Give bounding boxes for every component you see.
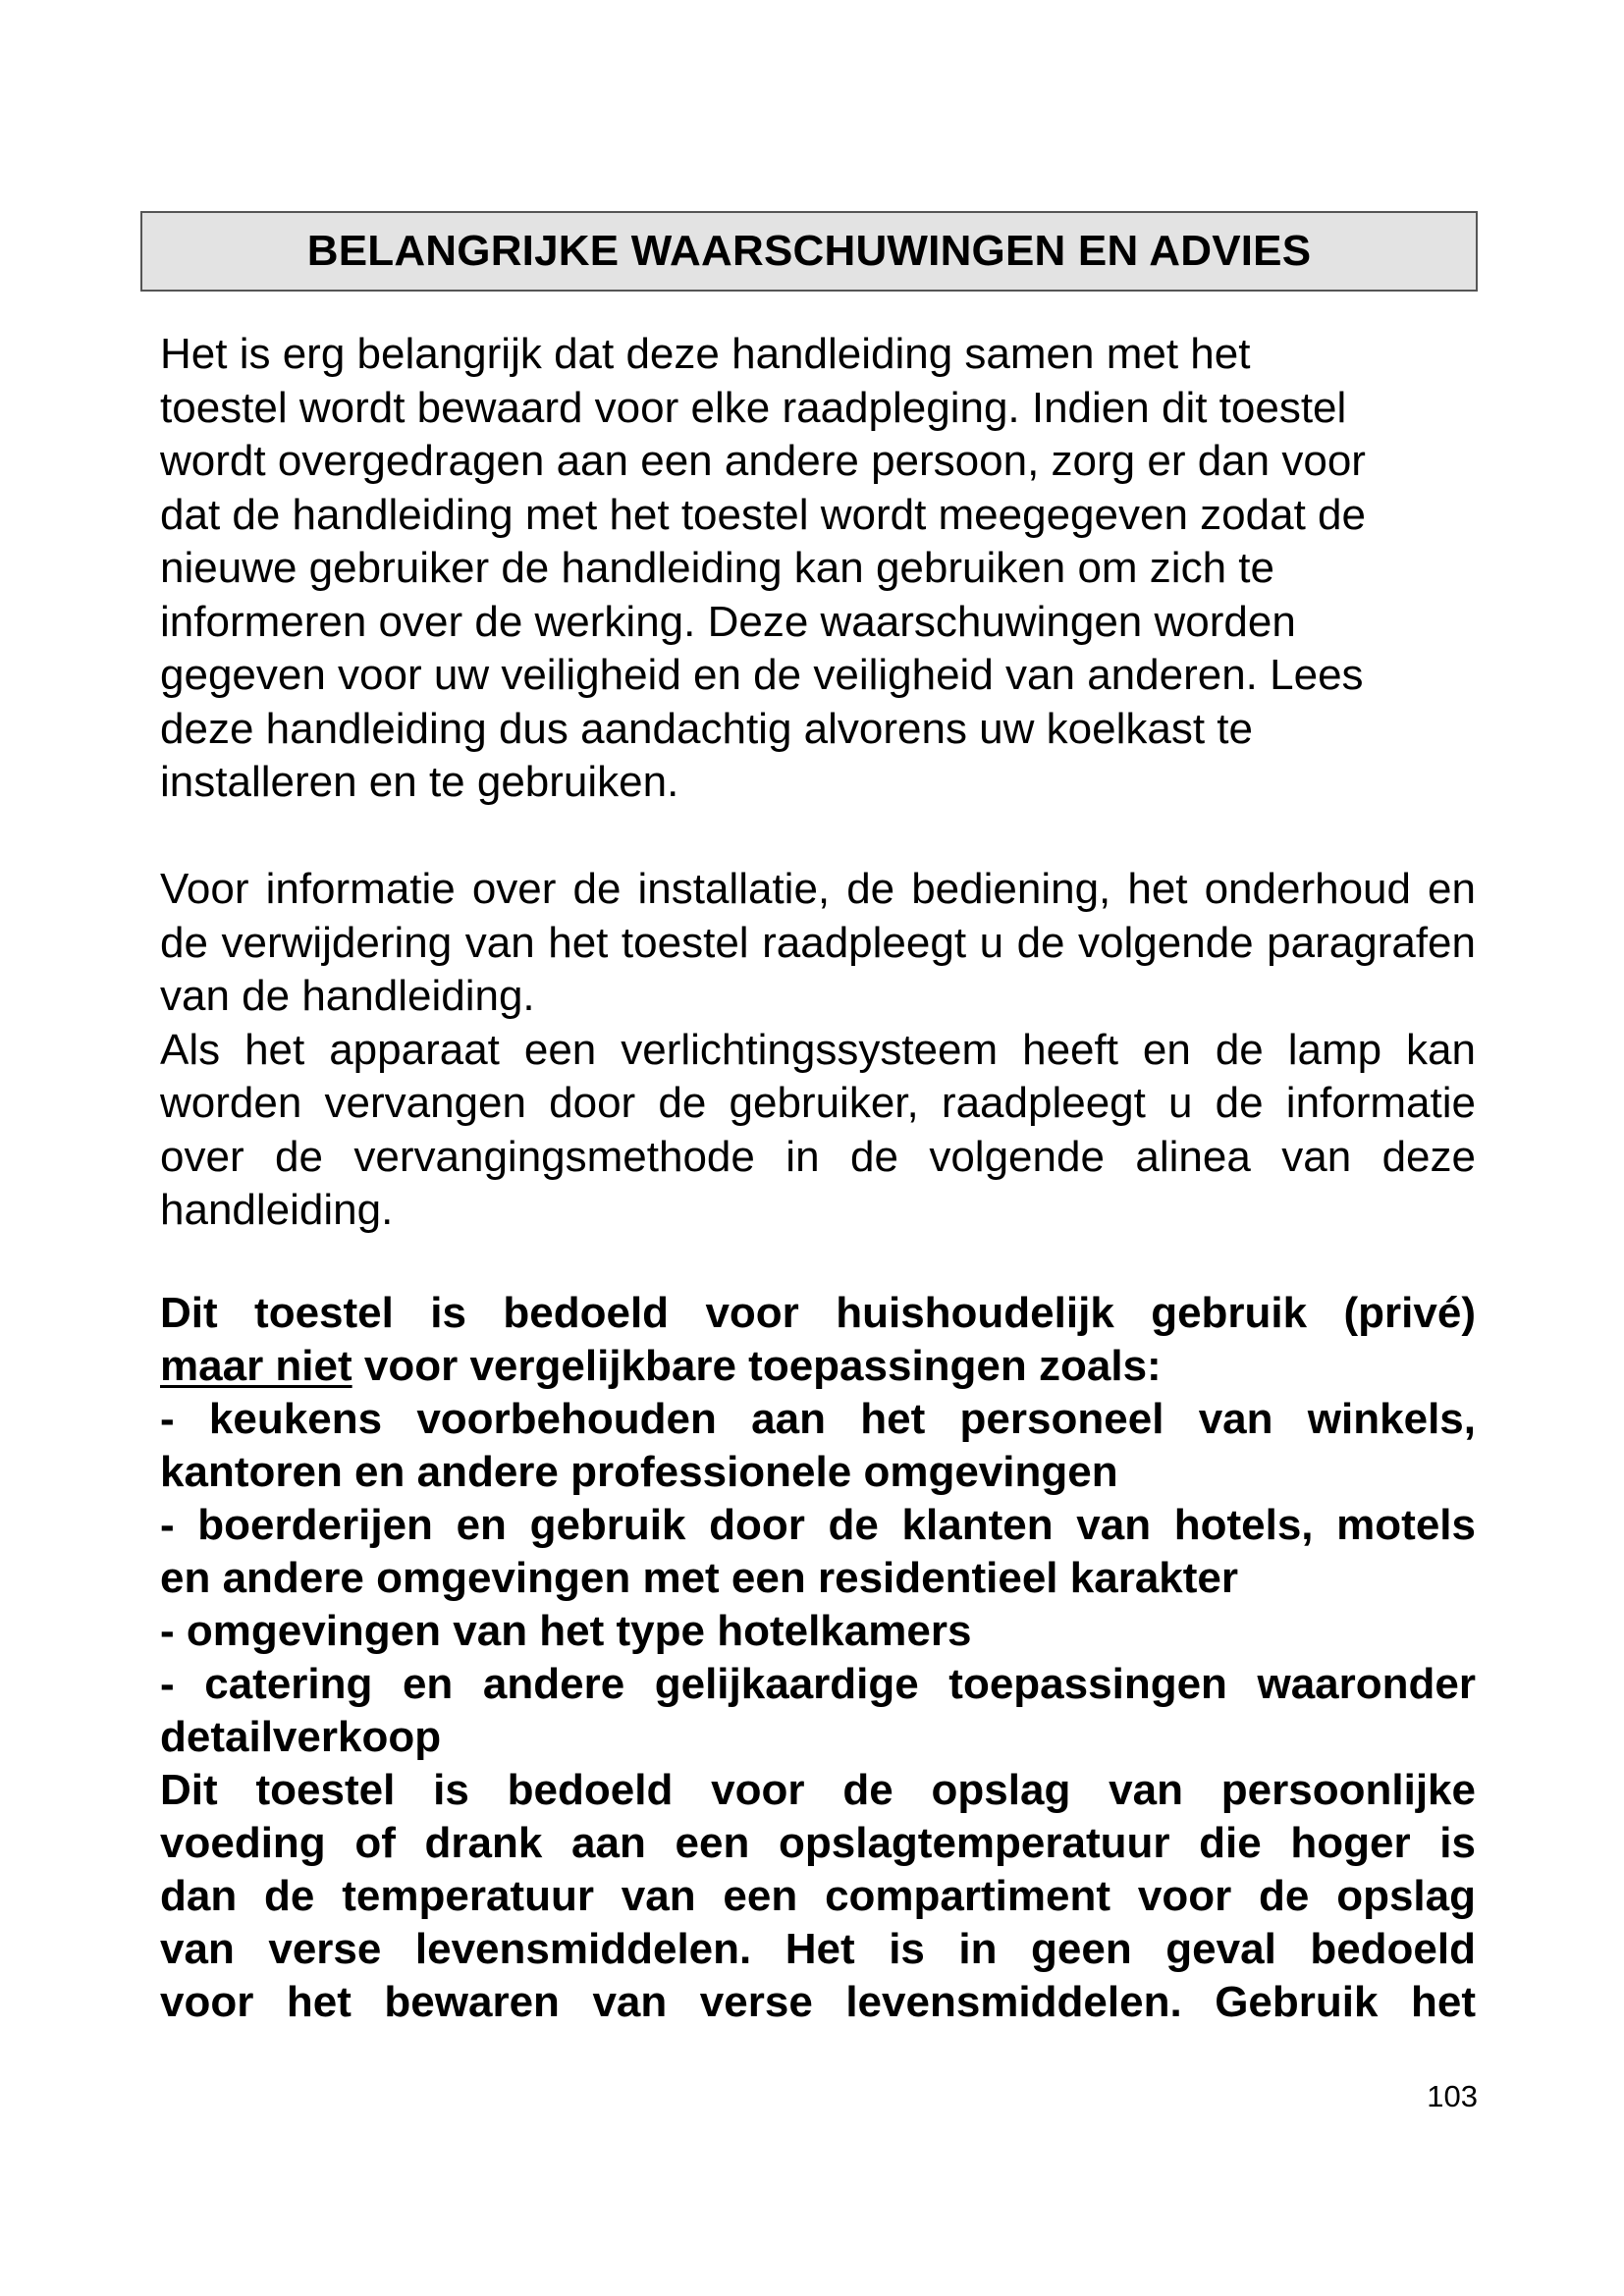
list-item-continuation: en andere omgevingen met een residentieel karakter bbox=[160, 1554, 1239, 1602]
storage-line: van verse levensmiddelen. Het is in geen geval bedoeld bbox=[160, 1925, 1476, 1973]
info-section bbox=[160, 863, 1476, 1238]
list-item: - keukens voorbehouden aan het personeel van winkels, bbox=[160, 1395, 1476, 1443]
page-title: BELANGRIJKE WAARSCHUWINGEN EN ADVIES bbox=[140, 211, 1478, 292]
intro-line: installeren en te gebruiken. bbox=[160, 758, 679, 806]
intro-line: Het is erg belangrijk dat deze handleiding samen met het bbox=[160, 330, 1251, 378]
underlined-text: maar niet bbox=[160, 1342, 352, 1390]
intro-line: nieuwe gebruiker de handleiding kan gebruiken om zich te bbox=[160, 544, 1274, 592]
intro-line: wordt overgedragen aan een andere persoon, zorg er dan voor bbox=[160, 437, 1366, 485]
list-item: - catering en andere gelijkaardige toepassingen waaronder bbox=[160, 1660, 1476, 1708]
intro-line: deze handleiding dus aandachtig alvorens uw koelkast te bbox=[160, 704, 1253, 753]
intro-line: informeren over de werking. Deze waarschuwingen worden bbox=[160, 597, 1296, 646]
list-item: - omgevingen van het type hotelkamers bbox=[160, 1607, 972, 1655]
storage-line: voeding of drank aan een opslagtemperatuur die hoger is bbox=[160, 1819, 1476, 1867]
info-paragraph-lighting: Als het apparaat een verlichtingssysteem heeft en de lamp kan worden vervangen door de gebruiker, raadpleegt u de informatie over de vervangingsmethode in de volgende alinea van deze handleiding. bbox=[160, 1025, 1476, 1234]
intro-line: gegeven voor uw veiligheid en de veiligheid van anderen. Lees bbox=[160, 651, 1364, 699]
usage-intro-line: Dit toestel is bedoeld voor huishoudelijk gebruik (privé) bbox=[160, 1289, 1476, 1337]
intro-paragraph bbox=[160, 328, 1476, 810]
storage-line: dan de temperatuur van een compartiment voor de opslag bbox=[160, 1872, 1476, 1920]
intro-line: dat de handleiding met het toestel wordt meegegeven zodat de bbox=[160, 490, 1366, 539]
storage-line: voor het bewaren van verse levensmiddelen. Gebruik het bbox=[160, 1978, 1476, 2026]
list-item-continuation: detailverkoop bbox=[160, 1713, 442, 1761]
list-item-continuation: kantoren en andere professionele omgevingen bbox=[160, 1448, 1118, 1496]
intro-line: toestel wordt bewaard voor elke raadpleging. Indien dit toestel bbox=[160, 383, 1347, 432]
storage-line: Dit toestel is bedoeld voor de opslag van persoonlijke bbox=[160, 1766, 1476, 1814]
list-item: - boerderijen en gebruik door de klanten van hotels, motels bbox=[160, 1501, 1476, 1549]
info-paragraph-maintenance: Voor informatie over de installatie, de bediening, het onderhoud en de verwijdering van het toestel raadpleegt u de volgende paragrafen van de handleiding. bbox=[160, 865, 1476, 1020]
page-number: 103 bbox=[1427, 2079, 1478, 2113]
usage-section bbox=[160, 1287, 1476, 2029]
usage-intro-line-2 bbox=[160, 1340, 1476, 1393]
usage-intro-rest: voor vergelijkbare toepassingen zoals: bbox=[352, 1342, 1162, 1390]
